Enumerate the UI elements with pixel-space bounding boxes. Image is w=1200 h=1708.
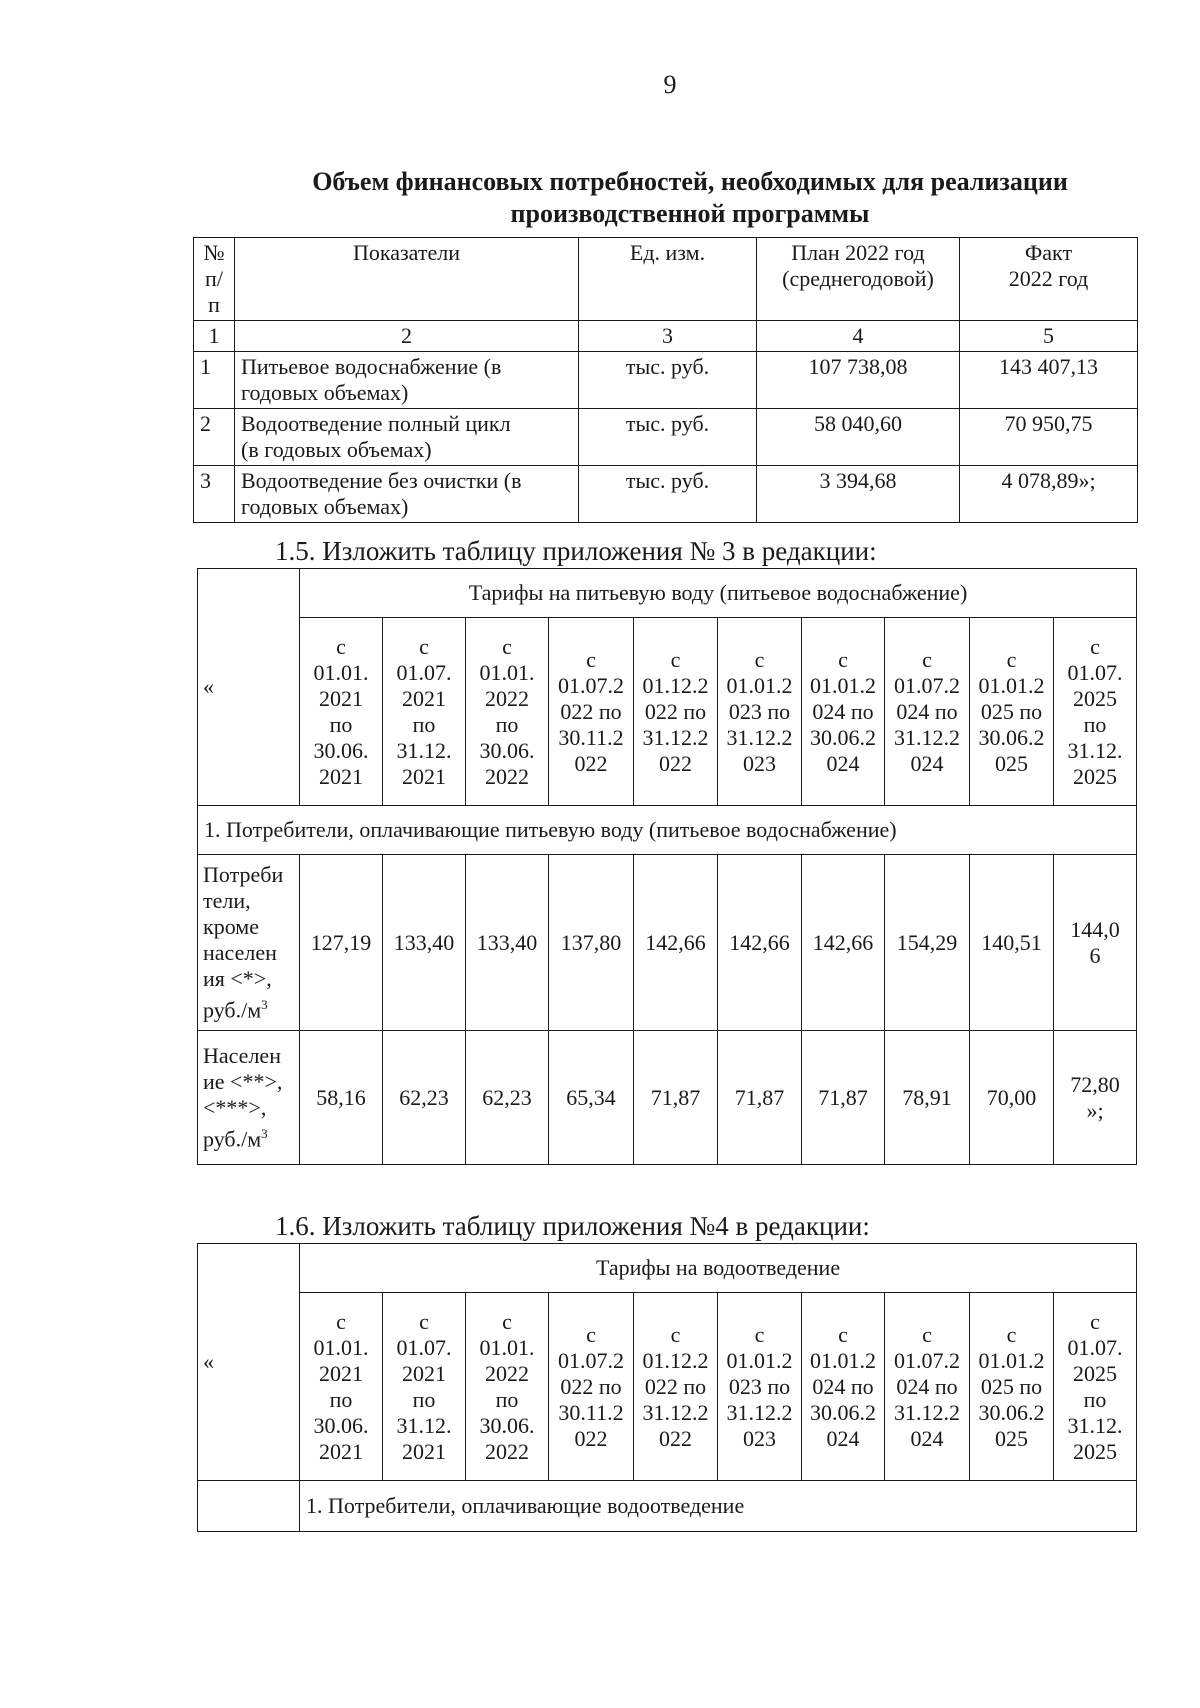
period-cell <box>718 618 802 806</box>
tariff-value-last <box>1054 1031 1137 1165</box>
period-cell <box>885 1293 970 1481</box>
tariff-value: 127,19 <box>300 855 383 1031</box>
period-line: 01.01.2 <box>810 672 876 698</box>
row-number: 3 <box>194 466 235 523</box>
heading-line-2: производственной программы <box>510 199 870 228</box>
period-cell <box>466 618 549 806</box>
page-number: 9 <box>663 70 677 99</box>
period-line: 2022 <box>485 685 529 711</box>
period-cell <box>970 1293 1054 1481</box>
period-line: 2021 <box>319 1360 363 1386</box>
period-line: 2021 <box>319 685 363 711</box>
period-line: 022 по <box>560 698 622 724</box>
period-line: 025 <box>995 750 1028 776</box>
row-plan: 58 040,60 <box>757 409 960 466</box>
header-text: № <box>203 240 225 265</box>
period-line: с <box>670 646 681 672</box>
period-line: 01.01. <box>479 659 535 685</box>
row-number: 1 <box>194 352 235 409</box>
period-cell <box>970 618 1054 806</box>
period-line: 022 <box>659 750 692 776</box>
period-line: с <box>754 646 765 672</box>
period-line: 024 по <box>896 1373 958 1399</box>
period-line: 01.01.2 <box>726 1347 793 1373</box>
period-line: с <box>586 646 596 672</box>
period-line: по <box>1083 711 1107 737</box>
period-line: 31.12.2 <box>642 724 709 750</box>
row-fact: 143 407,13 <box>960 352 1138 409</box>
period-cell <box>383 618 466 806</box>
period-line: 01.01.2 <box>810 1347 876 1373</box>
period-cell <box>300 618 383 806</box>
period-line: 31.12. <box>396 737 452 763</box>
period-line: 01.07. <box>396 1334 452 1360</box>
period-line: с <box>838 646 848 672</box>
tariff-value: 137,80 <box>549 855 634 1031</box>
period-line: 01.01.2 <box>978 1347 1045 1373</box>
period-line: 2021 <box>402 1360 446 1386</box>
tariff-value-last <box>1054 855 1137 1031</box>
period-line: 01.01. <box>313 659 369 685</box>
period-line: 2025 <box>1073 763 1118 789</box>
tariff-title: Тарифы на водоотведение <box>300 1244 1137 1293</box>
period-header-row <box>198 618 1137 806</box>
period-line: 025 <box>995 1425 1028 1451</box>
period-header-row <box>198 1293 1137 1481</box>
financial-needs-table <box>193 237 1138 523</box>
period-line: с <box>586 1321 596 1347</box>
period-line: 31.12. <box>396 1412 452 1438</box>
period-line: по <box>412 711 436 737</box>
indicator-line: Водоотведение полный цикл <box>241 411 511 436</box>
row-indicator <box>235 352 579 409</box>
period-line: по <box>329 711 353 737</box>
label-line: населен <box>203 939 277 965</box>
heading-line-1: Объем финансовых потребностей, необходимых для реализации <box>312 167 1068 196</box>
value-line: 6 <box>1089 942 1101 968</box>
period-cell <box>802 1293 885 1481</box>
header-cell-num <box>194 238 235 321</box>
period-line: с <box>922 646 932 672</box>
row-label <box>198 1031 300 1165</box>
row-label <box>198 855 300 1031</box>
period-line: 30.11.2 <box>558 1399 624 1425</box>
indicator-line: годовых объемах) <box>241 380 409 405</box>
indicator-line: (в годовых объемах) <box>241 437 432 462</box>
period-line: 022 <box>659 1425 692 1451</box>
period-line: 30.06. <box>313 1412 369 1438</box>
period-line: 30.06.2 <box>978 724 1045 750</box>
tariff-value: 133,40 <box>383 855 466 1031</box>
period-cell <box>383 1293 466 1481</box>
period-line: 025 по <box>980 1373 1043 1399</box>
row-unit: тыс. руб. <box>579 466 757 523</box>
period-line: 2021 <box>319 1438 363 1464</box>
table-header-row <box>194 238 1138 321</box>
period-line: 024 <box>910 750 944 776</box>
consumer-group-label: 1. Потребители, оплачивающие питьевую воду (питьевое водоснабжение) <box>198 806 1137 855</box>
period-line: 30.06. <box>479 1412 535 1438</box>
wastewater-tariff-table <box>197 1243 1137 1532</box>
header-text: Факт <box>1024 240 1073 265</box>
tariff-value: 133,40 <box>466 855 549 1031</box>
period-line: по <box>329 1386 353 1412</box>
period-line: с <box>419 1308 429 1334</box>
tariff-value: 78,91 <box>885 1031 970 1165</box>
table-row <box>194 352 1138 409</box>
period-line: 01.07.2 <box>558 672 624 698</box>
row-fact: 4 078,89»; <box>960 466 1138 523</box>
period-cell <box>802 618 885 806</box>
period-line: с <box>336 633 346 659</box>
header-text: 2022 год <box>1008 266 1089 291</box>
tariff-value: 71,87 <box>634 1031 718 1165</box>
label-line: Населен <box>203 1042 281 1068</box>
period-line: 2022 <box>485 763 529 789</box>
header-cell-indicator <box>235 238 579 321</box>
opening-quote: « <box>198 1244 300 1481</box>
period-line: 31.12.2 <box>642 1399 709 1425</box>
period-line: 01.07. <box>1067 1334 1123 1360</box>
header-text: п/п <box>205 266 223 317</box>
period-cell <box>718 1293 802 1481</box>
period-line: с <box>502 633 512 659</box>
period-line: 2021 <box>319 763 363 789</box>
row-fact: 70 950,75 <box>960 409 1138 466</box>
tariff-value: 71,87 <box>718 1031 802 1165</box>
unit-superscript: 3 <box>261 1125 268 1141</box>
period-line: 31.12. <box>1067 737 1123 763</box>
period-line: 023 по <box>728 1373 791 1399</box>
unit-text: руб./м <box>203 1126 262 1152</box>
period-line: 30.06.2 <box>810 1399 876 1425</box>
period-cell <box>1054 618 1137 806</box>
value-line: »; <box>1086 1097 1104 1123</box>
label-line: Потреби <box>203 861 284 887</box>
period-line: 01.12.2 <box>642 672 709 698</box>
header-text: Ед. изм. <box>629 240 706 265</box>
period-line: по <box>1083 1386 1107 1412</box>
period-line: с <box>670 1321 681 1347</box>
period-line: 01.01. <box>313 1334 369 1360</box>
period-line: 024 <box>910 1425 944 1451</box>
group-row <box>198 806 1137 855</box>
header-cell-unit <box>579 238 757 321</box>
table-row <box>194 409 1138 466</box>
period-line: с <box>419 633 429 659</box>
period-line: 024 <box>826 1425 860 1451</box>
tariff-value: 58,16 <box>300 1031 383 1165</box>
period-cell <box>634 618 718 806</box>
table-row <box>198 855 1137 1031</box>
period-line: 30.06. <box>479 737 535 763</box>
period-line: 01.07.2 <box>894 1347 960 1373</box>
period-line: 024 по <box>812 1373 874 1399</box>
period-line: 30.06.2 <box>810 724 876 750</box>
header-text: План 2022 год <box>791 240 925 265</box>
period-line: 2021 <box>402 763 446 789</box>
period-line: 31.12.2 <box>726 724 793 750</box>
period-cell <box>634 1293 718 1481</box>
period-line: 023 <box>743 750 776 776</box>
tariff-value: 71,87 <box>802 1031 885 1165</box>
period-line: 022 по <box>644 1373 707 1399</box>
label-line: тели, <box>203 887 251 913</box>
period-line: с <box>1006 1321 1017 1347</box>
period-line: 2021 <box>402 1438 446 1464</box>
period-line: 31.12.2 <box>894 1399 960 1425</box>
period-line: 01.01.2 <box>978 672 1045 698</box>
period-line: 022 по <box>560 1373 622 1399</box>
header-cell-fact <box>960 238 1138 321</box>
tariff-value: 142,66 <box>634 855 718 1031</box>
period-line: с <box>1090 633 1100 659</box>
unit-superscript: 3 <box>261 996 268 1012</box>
period-cell <box>549 618 634 806</box>
header-text: (среднегодовой) <box>782 266 934 291</box>
row-number: 2 <box>194 409 235 466</box>
opening-quote: « <box>198 569 300 806</box>
period-line: 01.12.2 <box>642 1347 709 1373</box>
column-number-row <box>194 321 1138 352</box>
consumer-group-label: 1. Потребители, оплачивающие водоотведение <box>300 1481 1137 1532</box>
period-line: 024 по <box>896 698 958 724</box>
table-row <box>194 466 1138 523</box>
period-line: с <box>838 1321 848 1347</box>
period-line: 01.07. <box>1067 659 1123 685</box>
period-line: по <box>495 1386 519 1412</box>
row-plan: 3 394,68 <box>757 466 960 523</box>
period-cell <box>549 1293 634 1481</box>
col-number-cell: 2 <box>235 321 579 352</box>
section-1-5-instruction: 1.5. Изложить таблицу приложения № 3 в редакции: <box>275 536 877 566</box>
period-cell <box>300 1293 383 1481</box>
period-line: 2022 <box>485 1360 529 1386</box>
row-unit: тыс. руб. <box>579 352 757 409</box>
period-line: 01.01.2 <box>726 672 793 698</box>
unit-text: руб./м <box>203 997 262 1023</box>
label-line: кроме <box>203 913 259 939</box>
period-line: 01.07.2 <box>894 672 960 698</box>
label-line <box>203 1121 297 1152</box>
label-line: <***>, <box>203 1094 267 1120</box>
tariff-title-row <box>198 569 1137 618</box>
period-line: 022 <box>574 750 608 776</box>
tariff-value: 62,23 <box>466 1031 549 1165</box>
period-cell <box>466 1293 549 1481</box>
col-number-cell: 3 <box>579 321 757 352</box>
period-line: 01.07. <box>396 659 452 685</box>
period-line: 2021 <box>402 685 446 711</box>
row-indicator <box>235 409 579 466</box>
header-text: Показатели <box>352 240 461 265</box>
period-line: 30.06. <box>313 737 369 763</box>
col-number-cell: 1 <box>194 321 235 352</box>
period-line: 023 по <box>728 698 791 724</box>
label-line: ие <**>, <box>203 1068 283 1094</box>
tariff-title-row <box>198 1244 1137 1293</box>
period-line: 31.12. <box>1067 1412 1123 1438</box>
tariff-value: 142,66 <box>718 855 802 1031</box>
period-line: с <box>336 1308 346 1334</box>
tariff-value: 65,34 <box>549 1031 634 1165</box>
label-line <box>203 992 297 1023</box>
tariff-title: Тарифы на питьевую воду (питьевое водоснабжение) <box>300 569 1137 618</box>
period-line: по <box>495 711 519 737</box>
period-line: с <box>1090 1308 1100 1334</box>
tariff-value: 142,66 <box>802 855 885 1031</box>
period-line: 01.01. <box>479 1334 535 1360</box>
period-line: 023 <box>743 1425 776 1451</box>
header-cell-plan <box>757 238 960 321</box>
period-line: 024 <box>826 750 860 776</box>
period-line: 2025 <box>1073 1438 1118 1464</box>
value-line: 144,0 <box>1070 916 1120 942</box>
row-indicator <box>235 466 579 523</box>
period-line: 01.07.2 <box>558 1347 624 1373</box>
tariff-value: 62,23 <box>383 1031 466 1165</box>
value-line: 72,80 <box>1070 1071 1120 1097</box>
col-number-cell: 4 <box>757 321 960 352</box>
row-unit: тыс. руб. <box>579 409 757 466</box>
period-line: с <box>922 1321 932 1347</box>
drinking-water-tariff-table <box>197 568 1137 1165</box>
tariff-value: 154,29 <box>885 855 970 1031</box>
period-line: с <box>502 1308 512 1334</box>
period-line: 025 по <box>980 698 1043 724</box>
indicator-line: Водоотведение без очистки (в <box>241 468 522 493</box>
empty-cell <box>198 1481 300 1532</box>
period-line: с <box>1006 646 1017 672</box>
tariff-value: 140,51 <box>970 855 1054 1031</box>
period-line: 022 <box>574 1425 608 1451</box>
period-line: 022 по <box>644 698 707 724</box>
period-line: 2025 <box>1073 685 1118 711</box>
period-cell <box>1054 1293 1137 1481</box>
period-line: 2025 <box>1073 1360 1118 1386</box>
col-number-cell: 5 <box>960 321 1138 352</box>
period-line: 31.12.2 <box>894 724 960 750</box>
period-line: 024 по <box>812 698 874 724</box>
period-line: 2022 <box>485 1438 529 1464</box>
row-plan: 107 738,08 <box>757 352 960 409</box>
tariff-value: 70,00 <box>970 1031 1054 1165</box>
group-row <box>198 1481 1137 1532</box>
period-line: по <box>412 1386 436 1412</box>
period-line: 31.12.2 <box>726 1399 793 1425</box>
table-heading <box>240 166 1140 230</box>
label-line: ия <*>, <box>203 965 272 991</box>
indicator-line: Питьевое водоснабжение (в <box>241 354 502 379</box>
table-row <box>198 1031 1137 1165</box>
period-line: с <box>754 1321 765 1347</box>
period-cell <box>885 618 970 806</box>
period-line: 30.06.2 <box>978 1399 1045 1425</box>
period-line: 30.11.2 <box>558 724 624 750</box>
indicator-line: годовых объемах) <box>241 494 409 519</box>
section-1-6-instruction: 1.6. Изложить таблицу приложения №4 в редакции: <box>275 1211 870 1241</box>
